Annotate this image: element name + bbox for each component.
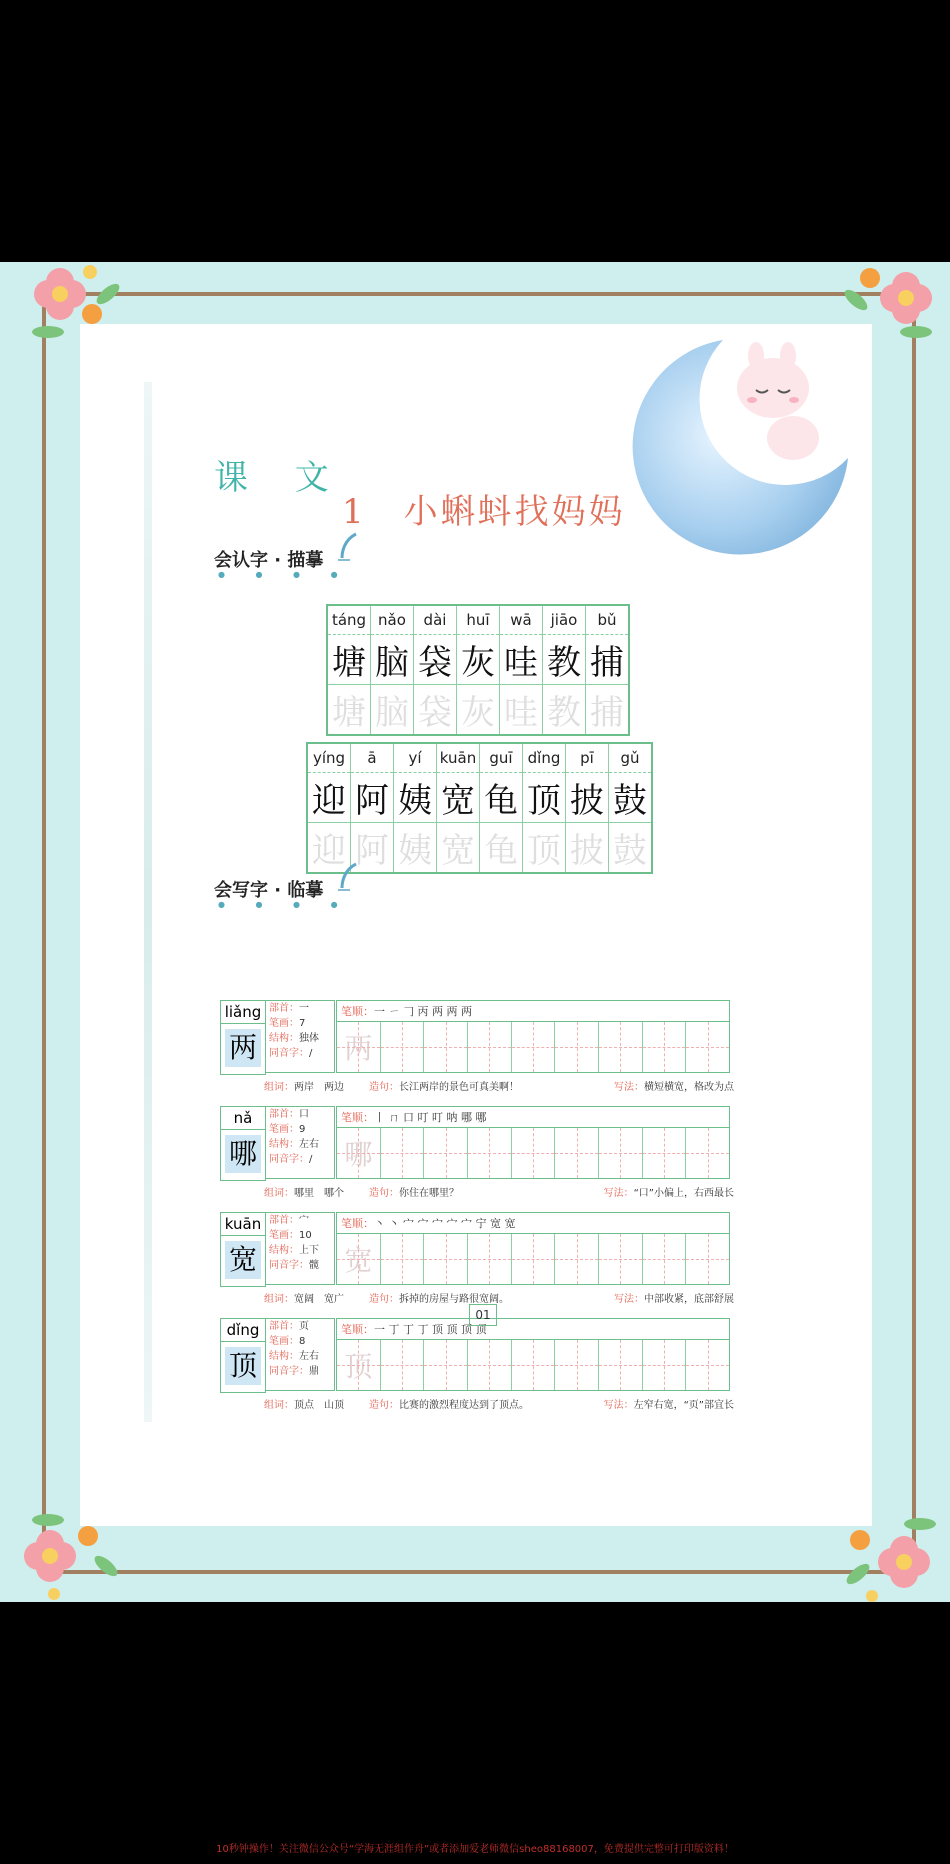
structure-value: 左右 — [299, 1139, 319, 1150]
write-character-box — [220, 1128, 266, 1181]
character-cell: 披 — [566, 773, 609, 823]
character-info — [265, 1000, 335, 1073]
practice-cell[interactable] — [598, 1340, 642, 1390]
strokes-label: 笔画： — [269, 1230, 299, 1241]
book-spine — [144, 382, 152, 1422]
radical-label: 部首： — [269, 1003, 299, 1014]
practice-cell[interactable] — [423, 1128, 467, 1178]
pinyin-cell: nǎo — [371, 606, 414, 635]
stroke-order — [336, 1000, 730, 1022]
practice-cell[interactable] — [423, 1234, 467, 1284]
worksheet-page — [0, 262, 950, 1602]
character-info — [265, 1212, 335, 1285]
write-character-box — [220, 1022, 266, 1075]
trace-cell[interactable]: 哪 — [337, 1128, 380, 1178]
write-item-block — [220, 1318, 734, 1418]
write-pinyin: dǐng — [220, 1318, 266, 1342]
character-cell: 顶 — [523, 773, 566, 823]
words-value: 顶点 山顶 — [294, 1400, 344, 1411]
trace-character-cell[interactable]: 塘 — [332, 693, 366, 733]
trace-character-cell[interactable]: 龟 — [480, 823, 523, 873]
stroke-order-value: 丨 ㄇ 口 叮 叮 呐 哪 哪 — [374, 1111, 487, 1124]
practice-cell[interactable] — [554, 1340, 598, 1390]
tip-label: 写法： — [603, 1188, 634, 1199]
practice-cell[interactable] — [642, 1128, 686, 1178]
trace-character-cell[interactable]: 顶 — [523, 823, 566, 873]
write-item-block — [220, 1000, 734, 1100]
practice-cells — [336, 1234, 730, 1285]
stroke-order — [336, 1212, 730, 1234]
tip-label: 写法： — [614, 1082, 644, 1093]
pinyin-cell: pī — [566, 744, 609, 773]
tip-value: 横短横宽，格改为点 — [644, 1082, 734, 1093]
structure-label: 结构： — [269, 1139, 299, 1150]
word-usage — [264, 1290, 734, 1305]
practice-cell[interactable] — [642, 1234, 686, 1284]
character-cell: 脑 — [371, 635, 414, 685]
radical-value: 页 — [299, 1321, 309, 1332]
pinyin-cell: yíng — [308, 744, 351, 773]
radical-value: 一 — [299, 1003, 309, 1014]
write-character-box — [220, 1340, 266, 1393]
structure-label: 结构： — [269, 1351, 299, 1362]
recognize-grid-2 — [306, 742, 653, 874]
moon-bunny-icon — [628, 328, 858, 558]
pinyin-cell: yí — [394, 744, 437, 773]
stroke-order — [336, 1318, 730, 1340]
character-cell: 龟 — [480, 773, 523, 823]
character-info — [265, 1106, 335, 1179]
practice-cell[interactable] — [423, 1340, 467, 1390]
quill-icon — [336, 532, 360, 562]
section-recognize-title: 会认字 · 描摹 — [214, 550, 324, 571]
word-usage — [264, 1396, 734, 1411]
radical-label: 部首： — [269, 1109, 299, 1120]
radical-value: 口 — [299, 1109, 309, 1120]
trace-cell[interactable]: 两 — [337, 1022, 380, 1072]
practice-cell[interactable] — [685, 1340, 729, 1390]
practice-cell[interactable] — [554, 1022, 598, 1072]
character-cell: 阿 — [351, 773, 394, 823]
words-value: 哪里 哪个 — [294, 1188, 344, 1199]
pinyin-cell: ā — [351, 744, 394, 773]
practice-cell[interactable] — [598, 1234, 642, 1284]
character-cell: 捕 — [586, 635, 629, 685]
recognize-grid-1 — [326, 604, 630, 736]
words-label: 组词： — [264, 1400, 294, 1411]
character-cell: 灰 — [457, 635, 500, 685]
trace-character-cell[interactable]: 鼓 — [609, 823, 652, 873]
practice-cell[interactable] — [685, 1022, 729, 1072]
trace-character-cell[interactable]: 姨 — [394, 823, 437, 873]
strokes-label: 笔画： — [269, 1124, 299, 1135]
practice-cells — [336, 1022, 730, 1073]
homophone-label: 同音字： — [269, 1366, 309, 1377]
character-cell: 塘 — [328, 635, 371, 685]
practice-cell[interactable] — [511, 1340, 555, 1390]
section-write-title: 会写字 · 临摹 — [214, 880, 324, 901]
practice-cell[interactable] — [380, 1022, 424, 1072]
homophone-value: 髋 — [309, 1260, 319, 1271]
sentence-value: 长江两岸的景色可真美啊！ — [399, 1082, 519, 1093]
practice-cell[interactable] — [467, 1340, 511, 1390]
sentence-value: 比赛的激烈程度达到了顶点。 — [399, 1400, 529, 1411]
word-usage — [264, 1078, 734, 1093]
trace-character-cell[interactable]: 教 — [543, 685, 586, 735]
write-character: 顶 — [225, 1347, 261, 1385]
stroke-order-label: 笔顺： — [341, 1323, 374, 1336]
stroke-order-value: 一 ㄧ 𠃌 丙 两 两 两 — [374, 1005, 472, 1018]
sentence-value: 你住在哪里？ — [399, 1188, 459, 1199]
radical-value: 宀 — [299, 1215, 309, 1226]
write-pinyin: nǎ — [220, 1106, 266, 1130]
structure-value: 左右 — [299, 1351, 319, 1362]
section-dots: ● ● ● ● — [218, 900, 352, 909]
words-label: 组词： — [264, 1082, 294, 1093]
words-value: 两岸 两边 — [294, 1082, 344, 1093]
trace-cell[interactable]: 顶 — [337, 1340, 380, 1390]
write-character: 哪 — [225, 1135, 261, 1173]
character-cell: 教 — [543, 635, 586, 685]
practice-cell[interactable] — [511, 1234, 555, 1284]
pinyin-cell: táng — [328, 606, 371, 635]
sentence-label: 造句： — [369, 1400, 399, 1411]
homophone-value: / — [309, 1048, 313, 1059]
strokes-value: 9 — [299, 1124, 306, 1135]
homophone-label: 同音字： — [269, 1260, 309, 1271]
character-info — [265, 1318, 335, 1391]
write-character: 两 — [225, 1029, 261, 1067]
pinyin-cell: huī — [457, 606, 500, 635]
strokes-label: 笔画： — [269, 1336, 299, 1347]
practice-cells — [336, 1340, 730, 1391]
structure-value: 上下 — [299, 1245, 319, 1256]
practice-cell[interactable] — [642, 1022, 686, 1072]
structure-value: 独体 — [299, 1033, 319, 1044]
sentence-label: 造句： — [369, 1082, 399, 1093]
homophone-label: 同音字： — [269, 1154, 309, 1165]
trace-character-cell[interactable]: 灰 — [457, 685, 500, 735]
stroke-order-value: 丶 丶 宀 宀 宀 宀 宀 宁 宽 宽 — [374, 1217, 516, 1230]
practice-cell[interactable] — [685, 1128, 729, 1178]
practice-cell[interactable] — [380, 1128, 424, 1178]
quill-icon — [336, 862, 360, 892]
sentence-label: 造句： — [369, 1294, 399, 1305]
write-character-box — [220, 1234, 266, 1287]
pinyin-cell: guī — [480, 744, 523, 773]
practice-cell[interactable] — [467, 1234, 511, 1284]
trace-character-cell[interactable]: 宽 — [437, 823, 480, 873]
practice-cell[interactable] — [554, 1128, 598, 1178]
strokes-value: 8 — [299, 1336, 306, 1347]
practice-cell[interactable] — [511, 1022, 555, 1072]
practice-cell[interactable] — [554, 1234, 598, 1284]
practice-cell[interactable] — [642, 1340, 686, 1390]
pinyin-cell: wā — [500, 606, 543, 635]
practice-cell[interactable] — [467, 1022, 511, 1072]
tip-label: 写法： — [614, 1294, 644, 1305]
practice-cell[interactable] — [598, 1128, 642, 1178]
trace-cell[interactable]: 宽 — [337, 1234, 380, 1284]
kewen-heading: 课 文 — [214, 458, 347, 498]
trace-character-cell[interactable]: 袋 — [414, 685, 457, 735]
practice-cell[interactable] — [380, 1234, 424, 1284]
strokes-value: 10 — [299, 1230, 312, 1241]
stroke-order-value: 一 丁 丁 丁 顶 顶 顶 顶 — [374, 1323, 487, 1336]
trace-character-cell[interactable]: 捕 — [586, 685, 629, 735]
character-cell: 哇 — [500, 635, 543, 685]
trace-character-cell[interactable]: 披 — [566, 823, 609, 873]
write-item-block — [220, 1106, 734, 1206]
practice-cell[interactable] — [467, 1128, 511, 1178]
tip-value: “口”小偏上，右西最长 — [633, 1188, 734, 1199]
pinyin-cell: bǔ — [586, 606, 629, 635]
sentence-value: 拆掉的房屋与路很宽阔。 — [399, 1294, 509, 1305]
character-cell: 鼓 — [609, 773, 652, 823]
character-cell: 袋 — [414, 635, 457, 685]
trace-character-cell[interactable]: 哇 — [500, 685, 543, 735]
trace-character-cell[interactable]: 阿 — [351, 823, 394, 873]
footer-note: 10秒钟操作！关注微信公众号“学海无涯组作舟”或者添加爱老师微信sheo88168007，免费提供完整可打印版资料！ — [216, 1844, 734, 1855]
structure-label: 结构： — [269, 1245, 299, 1256]
stroke-order-label: 笔顺： — [341, 1217, 374, 1230]
lesson-title: 1 小蝌蚪找妈妈 — [342, 492, 626, 532]
practice-cell[interactable] — [423, 1022, 467, 1072]
words-label: 组词： — [264, 1294, 294, 1305]
practice-cells — [336, 1128, 730, 1179]
write-pinyin: kuān — [220, 1212, 266, 1236]
word-usage — [264, 1184, 734, 1199]
tip-value: 中部收紧，底部舒展 — [644, 1294, 734, 1305]
pinyin-cell: dǐng — [523, 744, 566, 773]
sentence-label: 造句： — [369, 1188, 399, 1199]
character-cell: 姨 — [394, 773, 437, 823]
pinyin-cell: jiāo — [543, 606, 586, 635]
radical-label: 部首： — [269, 1215, 299, 1226]
structure-label: 结构： — [269, 1033, 299, 1044]
strokes-value: 7 — [299, 1018, 306, 1029]
write-item-block — [220, 1212, 734, 1312]
trace-character-cell[interactable]: 迎 — [312, 831, 346, 871]
words-label: 组词： — [264, 1188, 294, 1199]
pinyin-cell: kuān — [437, 744, 480, 773]
write-pinyin: liǎng — [220, 1000, 266, 1024]
practice-cell[interactable] — [685, 1234, 729, 1284]
section-dots: ● ● ● ● — [218, 570, 352, 579]
pinyin-cell: gǔ — [609, 744, 652, 773]
words-value: 宽阔 宽广 — [294, 1294, 344, 1305]
practice-cell[interactable] — [598, 1022, 642, 1072]
strokes-label: 笔画： — [269, 1018, 299, 1029]
write-character: 宽 — [225, 1241, 261, 1279]
stroke-order-label: 笔顺： — [341, 1111, 374, 1124]
tip-label: 写法： — [603, 1400, 634, 1411]
homophone-value: 鼎 — [309, 1366, 319, 1377]
stroke-order — [336, 1106, 730, 1128]
practice-cell[interactable] — [380, 1340, 424, 1390]
homophone-label: 同音字： — [269, 1048, 309, 1059]
paper — [80, 324, 872, 1526]
practice-cell[interactable] — [511, 1128, 555, 1178]
radical-label: 部首： — [269, 1321, 299, 1332]
trace-character-cell[interactable]: 脑 — [371, 685, 414, 735]
character-cell: 迎 — [308, 773, 351, 823]
character-cell: 宽 — [437, 773, 480, 823]
page-number: 01 — [469, 1304, 497, 1326]
homophone-value: / — [309, 1154, 313, 1165]
stroke-order-label: 笔顺： — [341, 1005, 374, 1018]
tip-value: 左窄右宽，“页”部宜长 — [633, 1400, 734, 1411]
pinyin-cell: dài — [414, 606, 457, 635]
